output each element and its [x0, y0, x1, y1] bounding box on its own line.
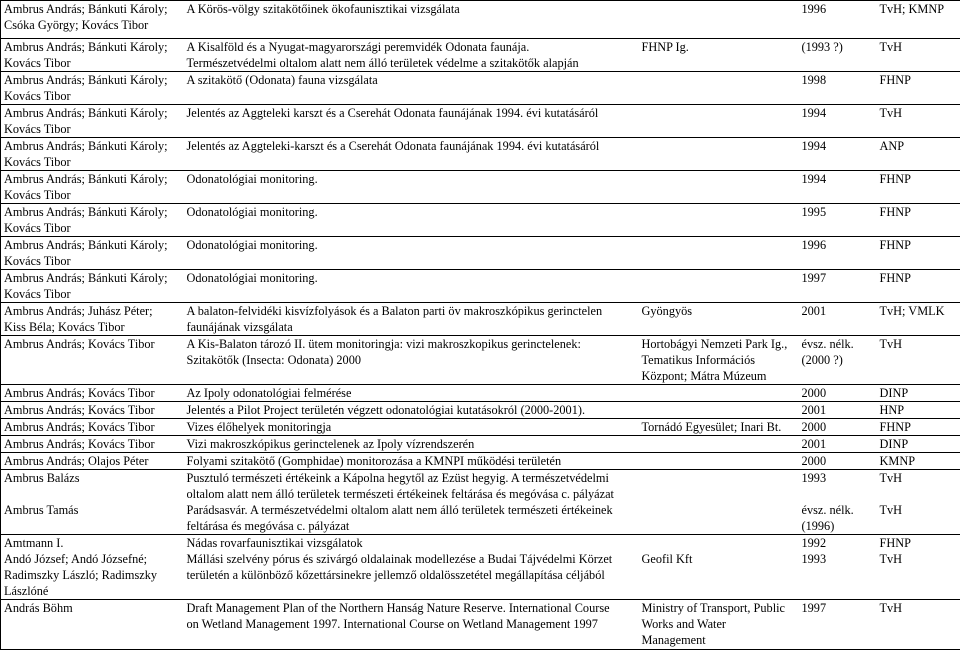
year-cell [799, 138, 877, 171]
author-cell [1, 237, 184, 270]
cell-line: FHNP [880, 204, 960, 220]
cell-line: Odonatológiai monitoring. [187, 237, 639, 253]
year-cell [799, 535, 877, 552]
cell-line: Ambrus András; Bánkuti Károly; [4, 237, 184, 253]
cell-line: Jelentés az Aggteleki karszt és a Cserehát Odonata faunájának 1994. évi kutatásáról [187, 105, 639, 121]
cell-line: Kovács Tibor [4, 253, 184, 269]
cell-line: Ambrus András; Bánkuti Károly; [4, 171, 184, 187]
author-cell [1, 402, 184, 419]
author-cell [1, 204, 184, 237]
cell-line: 2001 [802, 402, 877, 418]
cell-line: Folyami szitakötő (Gomphidae) monitorozása a KMNPI működési területén [187, 453, 639, 469]
cell-line: Természetvédelmi oltalom alatt nem álló területek védelme a szitakötők alapján [187, 55, 639, 71]
source-cell [877, 402, 960, 419]
cell-line: 2000 [802, 419, 877, 435]
cell-line: A Körös-völgy szitakötőinek ökofaunisztikai vizsgálata [187, 1, 639, 17]
title-cell [184, 419, 639, 436]
cell-line: 2001 [802, 436, 877, 452]
author-cell [1, 470, 184, 503]
cell-line: DINP [880, 385, 960, 401]
cell-line: TvH; KMNP [880, 1, 960, 17]
table-row [1, 402, 960, 419]
cell-line: 1994 [802, 105, 877, 121]
source-cell [877, 138, 960, 171]
cell-line: András Böhm [4, 600, 184, 616]
source-cell [877, 204, 960, 237]
year-cell [799, 470, 877, 503]
author-cell [1, 551, 184, 600]
cell-line: Radimszky László; Radimszky [4, 567, 184, 583]
cell-line: KMNP [880, 453, 960, 469]
author-cell [1, 138, 184, 171]
cell-line: Parádsasvár. A természetvédelmi oltalom alatt nem álló területek természeti értékeinek [187, 502, 639, 518]
cell-line: Jelentés a Pilot Project területén végzett odonatológiai kutatásokról (2000-2001). [187, 402, 639, 418]
table-row [1, 138, 960, 171]
cell-line: TvH [880, 502, 960, 518]
cell-line: Kovács Tibor [4, 121, 184, 137]
cell-line: TvH [880, 105, 960, 121]
cell-line: Works and Water [642, 616, 799, 632]
title-cell [184, 1, 639, 39]
year-cell [799, 237, 877, 270]
source-cell [877, 436, 960, 453]
year-cell [799, 171, 877, 204]
publisher-cell [639, 436, 799, 453]
cell-line: Vizes élőhelyek monitoringja [187, 419, 639, 435]
publisher-cell [639, 72, 799, 105]
title-cell [184, 237, 639, 270]
title-cell [184, 270, 639, 303]
table-row [1, 600, 960, 650]
cell-line: Andó József; Andó Józsefné; [4, 551, 184, 567]
table-row [1, 72, 960, 105]
author-cell [1, 385, 184, 402]
cell-line: Ambrus András; Bánkuti Károly; [4, 204, 184, 220]
cell-line: FHNP [880, 72, 960, 88]
cell-line: évsz. nélk. [802, 502, 877, 518]
cell-line: területén a különböző kőzettársinekre jellemző oldalösszetétel megállapítása céljából [187, 567, 639, 583]
year-cell [799, 385, 877, 402]
cell-line: 1994 [802, 138, 877, 154]
table-row [1, 1, 960, 39]
title-cell [184, 535, 639, 552]
source-cell [877, 453, 960, 470]
publisher-cell [639, 453, 799, 470]
table-row [1, 270, 960, 303]
cell-line: Tornádó Egyesület; Inari Bt. [642, 419, 799, 435]
cell-line: Központ; Mátra Múzeum [642, 368, 799, 384]
cell-line: feltárása és megóvása c. pályázat [187, 518, 639, 534]
source-cell [877, 535, 960, 552]
year-cell [799, 303, 877, 336]
cell-line: faunájának vizsgálata [187, 319, 639, 335]
title-cell [184, 600, 639, 650]
cell-line: Az Ipoly odonatológiai felmérése [187, 385, 639, 401]
year-cell [799, 436, 877, 453]
cell-line: Jelentés az Aggteleki-karszt és a Cserehát Odonata faunájának 1994. évi kutatásáról [187, 138, 639, 154]
table-row [1, 419, 960, 436]
table-row [1, 453, 960, 470]
cell-line: Nádas rovarfaunisztikai vizsgálatok [187, 535, 639, 551]
publisher-cell [639, 1, 799, 39]
cell-line: (1996) [802, 518, 877, 534]
cell-line: Kovács Tibor [4, 220, 184, 236]
title-cell [184, 436, 639, 453]
table-row [1, 105, 960, 138]
cell-line: TvH [880, 600, 960, 616]
cell-line: Mállási szelvény pórus és szivárgó oldalainak modellezése a Budai Tájvédelmi Körzet [187, 551, 639, 567]
cell-line: Ambrus Tamás [4, 502, 184, 518]
cell-line: Management [642, 632, 799, 648]
year-cell [799, 551, 877, 600]
cell-line: Kovács Tibor [4, 55, 184, 71]
cell-line: 1997 [802, 270, 877, 286]
table-row [1, 535, 960, 552]
author-cell [1, 419, 184, 436]
cell-line: A szitakötő (Odonata) fauna vizsgálata [187, 72, 639, 88]
author-cell [1, 1, 184, 39]
source-cell [877, 419, 960, 436]
publisher-cell [639, 600, 799, 650]
cell-line: FHNP [880, 270, 960, 286]
title-cell [184, 138, 639, 171]
publisher-cell [639, 270, 799, 303]
table-row [1, 385, 960, 402]
cell-line: Ambrus András; Juhász Péter; [4, 303, 184, 319]
cell-line: FHNP [880, 237, 960, 253]
cell-line: FHNP [880, 535, 960, 551]
title-cell [184, 72, 639, 105]
title-cell [184, 385, 639, 402]
publisher-cell [639, 385, 799, 402]
publisher-cell [639, 105, 799, 138]
source-cell [877, 1, 960, 39]
cell-line: Tematikus Információs [642, 352, 799, 368]
title-cell [184, 336, 639, 385]
cell-line: Kiss Béla; Kovács Tibor [4, 319, 184, 335]
author-cell [1, 171, 184, 204]
title-cell [184, 402, 639, 419]
cell-line: Kovács Tibor [4, 154, 184, 170]
author-cell [1, 105, 184, 138]
cell-line: Amtmann I. [4, 535, 184, 551]
author-cell [1, 39, 184, 72]
year-cell [799, 1, 877, 39]
publisher-cell [639, 237, 799, 270]
source-cell [877, 470, 960, 503]
cell-line: 1994 [802, 171, 877, 187]
title-cell [184, 470, 639, 503]
year-cell [799, 600, 877, 650]
table-row [1, 502, 960, 535]
title-cell [184, 105, 639, 138]
source-cell [877, 72, 960, 105]
cell-line: A balaton-felvidéki kisvízfolyások és a Balaton parti öv makroszkópikus gerinctelen [187, 303, 639, 319]
cell-line: Ambrus András; Bánkuti Károly; [4, 72, 184, 88]
year-cell [799, 72, 877, 105]
source-cell [877, 105, 960, 138]
cell-line: TvH; VMLK [880, 303, 960, 319]
source-cell [877, 385, 960, 402]
table-row [1, 336, 960, 385]
cell-line: Ambrus András; Kovács Tibor [4, 385, 184, 401]
author-cell [1, 436, 184, 453]
publisher-cell [639, 303, 799, 336]
cell-line: Odonatológiai monitoring. [187, 204, 639, 220]
author-cell [1, 453, 184, 470]
year-cell [799, 105, 877, 138]
cell-line: A Kis-Balaton tározó II. ütem monitoringja: vizi makroszkopikus gerinctelenek: [187, 336, 639, 352]
cell-line: Ambrus Balázs [4, 470, 184, 486]
cell-line: Szitakötők (Insecta: Odonata) 2000 [187, 352, 639, 368]
cell-line: 2000 [802, 453, 877, 469]
publisher-cell [639, 502, 799, 535]
cell-line: 1992 [802, 535, 877, 551]
author-cell [1, 600, 184, 650]
source-cell [877, 303, 960, 336]
cell-line: TvH [880, 551, 960, 567]
source-cell [877, 237, 960, 270]
cell-line: 1995 [802, 204, 877, 220]
cell-line: Hortobágyi Nemzeti Park Ig., [642, 336, 799, 352]
cell-line: Ambrus András; Kovács Tibor [4, 402, 184, 418]
source-cell [877, 270, 960, 303]
table-row [1, 303, 960, 336]
cell-line: FHNP Ig. [642, 39, 799, 55]
cell-line: Kovács Tibor [4, 286, 184, 302]
year-cell [799, 419, 877, 436]
cell-line: 2001 [802, 303, 877, 319]
cell-line: ANP [880, 138, 960, 154]
cell-line: Ambrus András; Bánkuti Károly; [4, 270, 184, 286]
source-cell [877, 171, 960, 204]
table-row [1, 470, 960, 503]
cell-line: FHNP [880, 419, 960, 435]
source-cell [877, 600, 960, 650]
cell-line: Vizi makroszkópikus gerinctelenek az Ipoly vízrendszerén [187, 436, 639, 452]
cell-line: Draft Management Plan of the Northern Hanság Nature Reserve. International Course [187, 600, 639, 616]
cell-line: 1998 [802, 72, 877, 88]
cell-line: oltalom alatt nem álló területek természeti értékeinek feltárása és megóvása c. pályázat [187, 486, 639, 502]
cell-line: 1993 [802, 551, 877, 567]
publisher-cell [639, 138, 799, 171]
cell-line: (1993 ?) [802, 39, 877, 55]
table-row [1, 436, 960, 453]
cell-line: HNP [880, 402, 960, 418]
year-cell [799, 336, 877, 385]
year-cell [799, 39, 877, 72]
title-cell [184, 39, 639, 72]
bibliography-body [1, 1, 960, 650]
cell-line: évsz. nélk. [802, 336, 877, 352]
cell-line: A Kisalföld és a Nyugat-magyarországi peremvidék Odonata faunája. [187, 39, 639, 55]
source-cell [877, 336, 960, 385]
cell-line: DINP [880, 436, 960, 452]
cell-line: 2000 [802, 385, 877, 401]
title-cell [184, 303, 639, 336]
cell-line: Odonatológiai monitoring. [187, 171, 639, 187]
cell-line: 1996 [802, 237, 877, 253]
publisher-cell [639, 470, 799, 503]
cell-line: Kovács Tibor [4, 88, 184, 104]
title-cell [184, 453, 639, 470]
cell-line: Ambrus András; Bánkuti Károly; [4, 1, 184, 17]
year-cell [799, 453, 877, 470]
publisher-cell [639, 204, 799, 237]
publisher-cell [639, 535, 799, 552]
cell-line: Ambrus András; Bánkuti Károly; [4, 39, 184, 55]
cell-line: Ambrus András; Kovács Tibor [4, 419, 184, 435]
cell-line: Ambrus András; Kovács Tibor [4, 336, 184, 352]
cell-line: Ministry of Transport, Public [642, 600, 799, 616]
author-cell [1, 270, 184, 303]
cell-line: Kovács Tibor [4, 187, 184, 203]
cell-line: Lászlóné [4, 583, 184, 599]
cell-line: Ambrus András; Bánkuti Károly; [4, 105, 184, 121]
cell-line: Ambrus András; Olajos Péter [4, 453, 184, 469]
cell-line: 1997 [802, 600, 877, 616]
publisher-cell [639, 402, 799, 419]
title-cell [184, 171, 639, 204]
table-row [1, 171, 960, 204]
cell-line: Odonatológiai monitoring. [187, 270, 639, 286]
publisher-cell [639, 39, 799, 72]
cell-line: TvH [880, 336, 960, 352]
author-cell [1, 72, 184, 105]
source-cell [877, 39, 960, 72]
cell-line: on Wetland Management 1997. International Course on Wetland Management 1997 [187, 616, 639, 632]
source-cell [877, 502, 960, 535]
title-cell [184, 204, 639, 237]
cell-line: Ambrus András; Bánkuti Károly; [4, 138, 184, 154]
table-row [1, 237, 960, 270]
year-cell [799, 402, 877, 419]
cell-line: 1996 [802, 1, 877, 17]
source-cell [877, 551, 960, 600]
table-row [1, 551, 960, 600]
year-cell [799, 502, 877, 535]
cell-line: 1993 [802, 470, 877, 486]
publisher-cell [639, 171, 799, 204]
cell-line: TvH [880, 39, 960, 55]
author-cell [1, 502, 184, 535]
cell-line: Geofil Kft [642, 551, 799, 567]
publisher-cell [639, 336, 799, 385]
publisher-cell [639, 419, 799, 436]
author-cell [1, 336, 184, 385]
title-cell [184, 551, 639, 600]
year-cell [799, 270, 877, 303]
cell-line: (2000 ?) [802, 352, 877, 368]
year-cell [799, 204, 877, 237]
title-cell [184, 502, 639, 535]
cell-line: Ambrus András; Kovács Tibor [4, 436, 184, 452]
table-row [1, 39, 960, 72]
table-row [1, 204, 960, 237]
publisher-cell [639, 551, 799, 600]
author-cell [1, 535, 184, 552]
author-cell [1, 303, 184, 336]
cell-line: Pusztuló természeti értékeink a Kápolna hegytől az Ezüst hegyig. A természetvédelmi [187, 470, 639, 486]
cell-line: TvH [880, 470, 960, 486]
cell-line: FHNP [880, 171, 960, 187]
cell-line: Gyöngyös [642, 303, 799, 319]
cell-line: Csóka György; Kovács Tibor [4, 17, 184, 33]
